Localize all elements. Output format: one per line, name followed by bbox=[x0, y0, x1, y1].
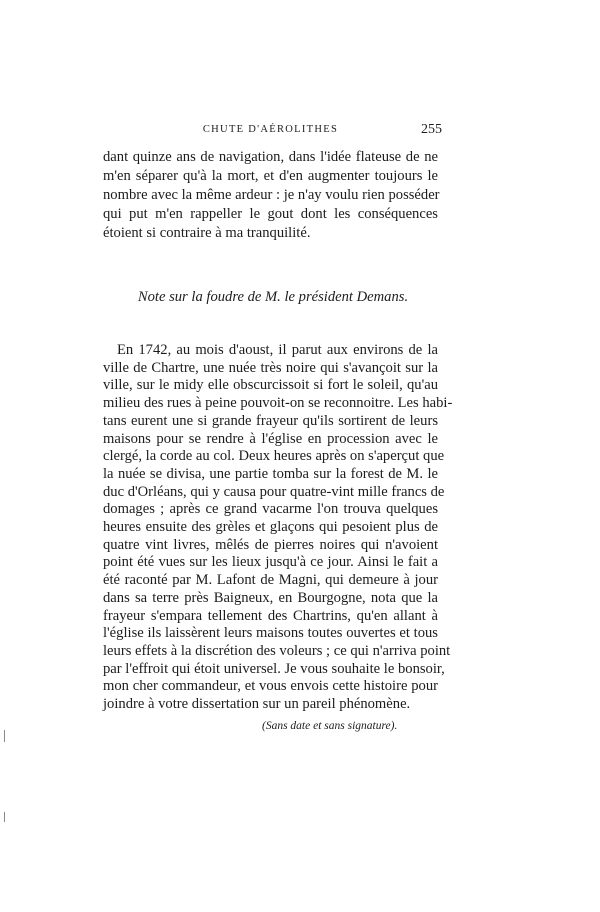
text-line: leurs effets à la discrétion des voleurs ; ce qui n'arriva point bbox=[103, 642, 451, 659]
text-line: frayeur s'empara tellement des Chartrins, qu'en allant à bbox=[103, 607, 438, 624]
text-line: ville, sur le midy elle obscurcissoit si fort le soleil, qu'au bbox=[103, 377, 438, 394]
text-line: qui put m'en rappeller le gout dont les conséquences bbox=[103, 206, 438, 222]
text-line: nombre avec la même ardeur : je n'ay voulu rien posséder bbox=[103, 187, 440, 203]
text-line: étoient si contraire à ma tranquilité. bbox=[103, 225, 311, 241]
running-head: CHUTE D'AÉROLITHES bbox=[202, 124, 339, 135]
text-line: domages ; après ce grand vacarme l'on trouva quelques bbox=[103, 501, 438, 518]
text-line: par l'effroit qui étoit universel. Je vous souhaite le bonsoir, bbox=[103, 660, 445, 677]
signature-note: (Sans date et sans signature). bbox=[262, 720, 398, 732]
text-line: En 1742, au mois d'aoust, il parut aux environs de la bbox=[117, 342, 438, 358]
text-line: ville de Chartre, une nuée très noire qui s'avançoit sur la bbox=[103, 359, 438, 376]
page-number: 255 bbox=[421, 122, 442, 137]
text-line: milieu des rues à peine pouvoit-on se reconnoitre. Les habi- bbox=[103, 395, 453, 412]
text-line: tans eurent une si grande frayeur qu'ils sortirent de leurs bbox=[103, 412, 438, 429]
text-line: point été vues sur les lieux jusqu'à ce jour. Ainsi le fait a bbox=[103, 554, 438, 571]
text-line: dans sa terre près Baigneux, en Bourgogne, nota que la bbox=[103, 589, 438, 606]
scan-edge-mark bbox=[4, 730, 5, 742]
text-line: mon cher commandeur, et vous envois cette histoire pour bbox=[103, 678, 438, 695]
text-line: quatre vint livres, mêlés de pierres noires qui n'avoient bbox=[103, 536, 438, 553]
text-line: dant quinze ans de navigation, dans l'idée flateuse de ne bbox=[103, 149, 438, 165]
text-line: l'église ils laissèrent leurs maisons toutes ouvertes et tous bbox=[103, 625, 438, 642]
text-line: m'en séparer qu'à la mort, et d'en augmenter toujours le bbox=[103, 168, 438, 184]
text-line: heures ensuite des grèles et glaçons qui pesoient plus de bbox=[103, 519, 438, 535]
scan-edge-mark bbox=[4, 812, 5, 822]
page-header bbox=[103, 122, 442, 140]
text-line: clergé, la corde au col. Deux heures après on s'aperçut que bbox=[103, 448, 445, 465]
text-line: joindre à votre dissertation sur un pareil phénomène. bbox=[103, 696, 411, 712]
text-line: maisons pour se rendre à l'église en procession avec le bbox=[103, 430, 438, 447]
section-title: Note sur la foudre de M. le président Demans. bbox=[137, 289, 409, 305]
text-line: la nuée se divisa, une partie tomba sur la forest de M. le bbox=[103, 465, 438, 482]
text-line: été raconté par M. Lafont de Magni, qui demeure à jour bbox=[103, 572, 438, 589]
text-line: duc d'Orléans, qui y causa pour quatre-vint mille francs de bbox=[103, 483, 445, 500]
